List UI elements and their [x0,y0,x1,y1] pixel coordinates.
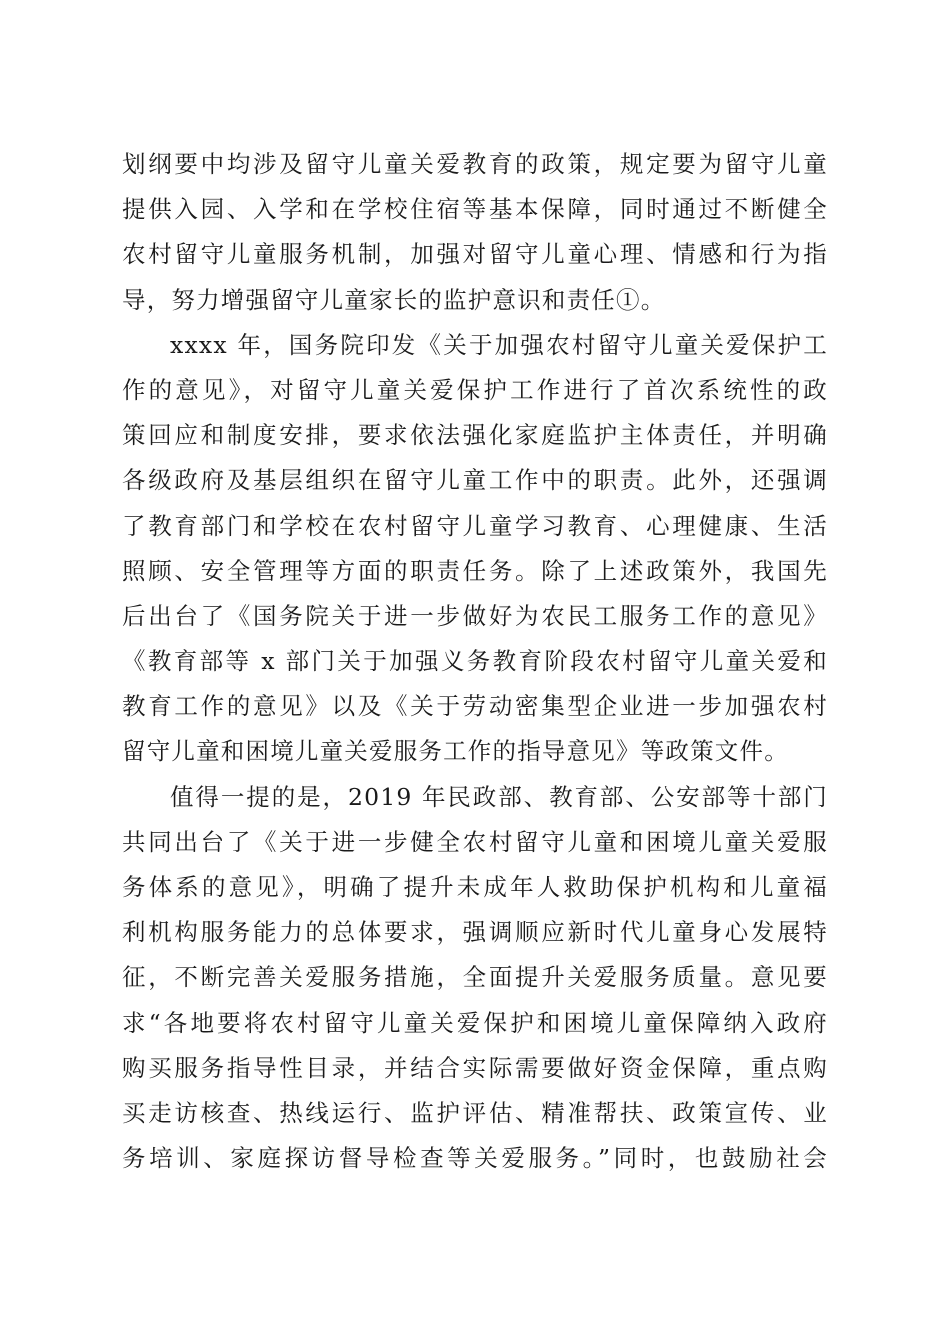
paragraph-2-line-6: 照顾、安全管理等方面的职责任务。除了上述政策外，我国先 [122,556,828,585]
paragraph-3-line-9: 务培训、家庭探访督导检查等关爱服务。”同时，也鼓励社会 [122,1144,828,1173]
paragraph-2-line-7: 后出台了《国务院关于进一步做好为农民工服务工作的意见》 [122,601,828,630]
paragraph-2-line-3: 策回应和制度安排，要求依法强化家庭监护主体责任，并明确 [122,421,828,450]
paragraph-2-line-5: 了教育部门和学校在农村留守儿童学习教育、心理健康、生活 [122,511,828,540]
paragraph-3-line-4: 利机构服务能力的总体要求，强调顺应新时代儿童身心发展特 [122,918,828,947]
body-text [122,142,828,1181]
paragraph-2-line-9: 教育工作的意见》以及《关于劳动密集型企业进一步加强农村 [122,692,828,721]
paragraph-2-line-10: 留守儿童和困境儿童关爱服务工作的指导意见》等政策文件。 [122,737,789,766]
paragraph-3-line-1: 值得一提的是，2019 年民政部、教育部、公安部等十部门 [170,782,828,811]
paragraph-3-line-8: 买走访核查、热线运行、监护评估、精准帮扶、政策宣传、业 [122,1098,828,1127]
paragraph-3-line-7: 购买服务指导性目录，并结合实际需要做好资金保障，重点购 [122,1053,828,1082]
paragraph-3-line-5: 征，不断完善关爱服务措施，全面提升关爱服务质量。意见要 [122,963,828,992]
paragraph-1-line-1: 划纲要中均涉及留守儿童关爱教育的政策，规定要为留守儿童 [122,150,828,178]
paragraph-1-line-2: 提供入园、入学和在学校住宿等基本保障，同时通过不断健全 [122,195,828,224]
paragraph-2-line-4: 各级政府及基层组织在留守儿童工作中的职责。此外，还强调 [122,466,828,495]
paragraph-3-line-6: 求“各地要将农村留守儿童关爱保护和困境儿童保障纳入政府 [122,1008,828,1037]
paragraph-2-line-2: 作的意见》，对留守儿童关爱保护工作进行了首次系统性的政 [122,375,828,404]
paragraph-1-line-4: 导，努力增强留守儿童家长的监护意识和责任①。 [122,285,666,314]
paragraph-2-line-1: xxxx 年，国务院印发《关于加强农村留守儿童关爱保护工 [170,330,828,359]
paragraph-2-line-8: 《教育部等 x 部门关于加强义务教育阶段农村留守儿童关爱和 [122,647,828,676]
paragraph-3-line-3: 务体系的意见》，明确了提升未成年人救助保护机构和儿童福 [122,873,828,901]
paragraph-3-line-2: 共同出台了《关于进一步健全农村留守儿童和困境儿童关爱服 [122,827,828,856]
paragraph-1-line-3: 农村留守儿童服务机制，加强对留守儿童心理、情感和行为指 [122,240,828,269]
